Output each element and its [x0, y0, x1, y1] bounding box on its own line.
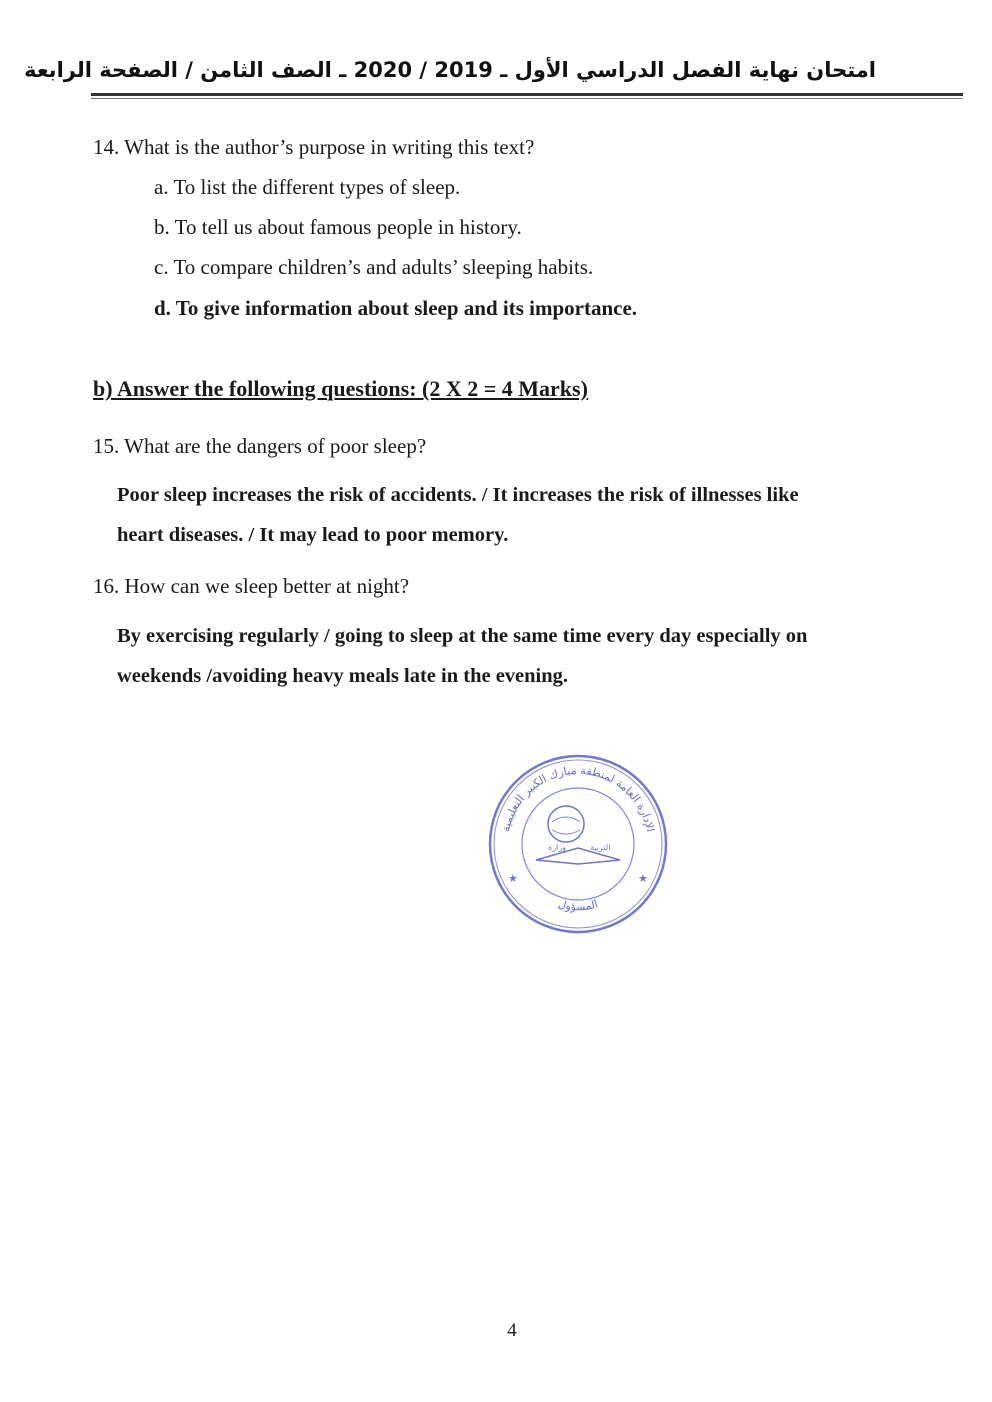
stamp-inner-text: وزارة	[548, 843, 567, 852]
stamp-star-icon: ★	[638, 873, 648, 885]
question-15-answer-line: Poor sleep increases the risk of accidents. / It increases the risk of illnesses like	[117, 484, 799, 506]
question-15-answer-line: heart diseases. / It may lead to poor memory.	[117, 524, 509, 546]
question-16-text: 16. How can we sleep better at night?	[93, 574, 410, 598]
header-divider-thin	[91, 98, 963, 99]
stamp-inner-text: التربية	[590, 843, 611, 852]
question-14-option-a: a. To list the different types of sleep.	[154, 175, 461, 199]
page-number: 4	[507, 1320, 517, 1341]
official-stamp	[486, 752, 670, 936]
question-14-text: 14. What is the author’s purpose in writing this text?	[93, 135, 535, 159]
header-title: امتحان نهاية الفصل الدراسي الأول ـ 2019 / 2020 ـ الصف الثامن / الصفحة الرابعة	[24, 58, 876, 82]
stamp-star-icon: ★	[508, 873, 518, 885]
stamp-emblem-globe-icon	[548, 806, 584, 842]
question-14-option-d: d. To give information about sleep and its importance.	[154, 296, 638, 320]
question-15-text: 15. What are the dangers of poor sleep?	[93, 434, 427, 458]
question-14-option-c: c. To compare children’s and adults’ sleeping habits.	[154, 255, 594, 279]
header-divider	[91, 93, 963, 96]
question-16-answer-line: weekends /avoiding heavy meals late in the evening.	[117, 665, 569, 687]
section-b-heading: b) Answer the following questions: (2 X 2 = 4 Marks)	[93, 376, 588, 401]
question-16-answer-line: By exercising regularly / going to sleep at the same time every day especially on	[117, 625, 808, 647]
stamp-outer-text: الإدارة العامة لمنطقة مبارك الكبير التعليمية	[499, 763, 657, 834]
stamp-bottom-text: المسؤول	[556, 897, 600, 914]
question-14-option-b: b. To tell us about famous people in history.	[154, 215, 522, 239]
